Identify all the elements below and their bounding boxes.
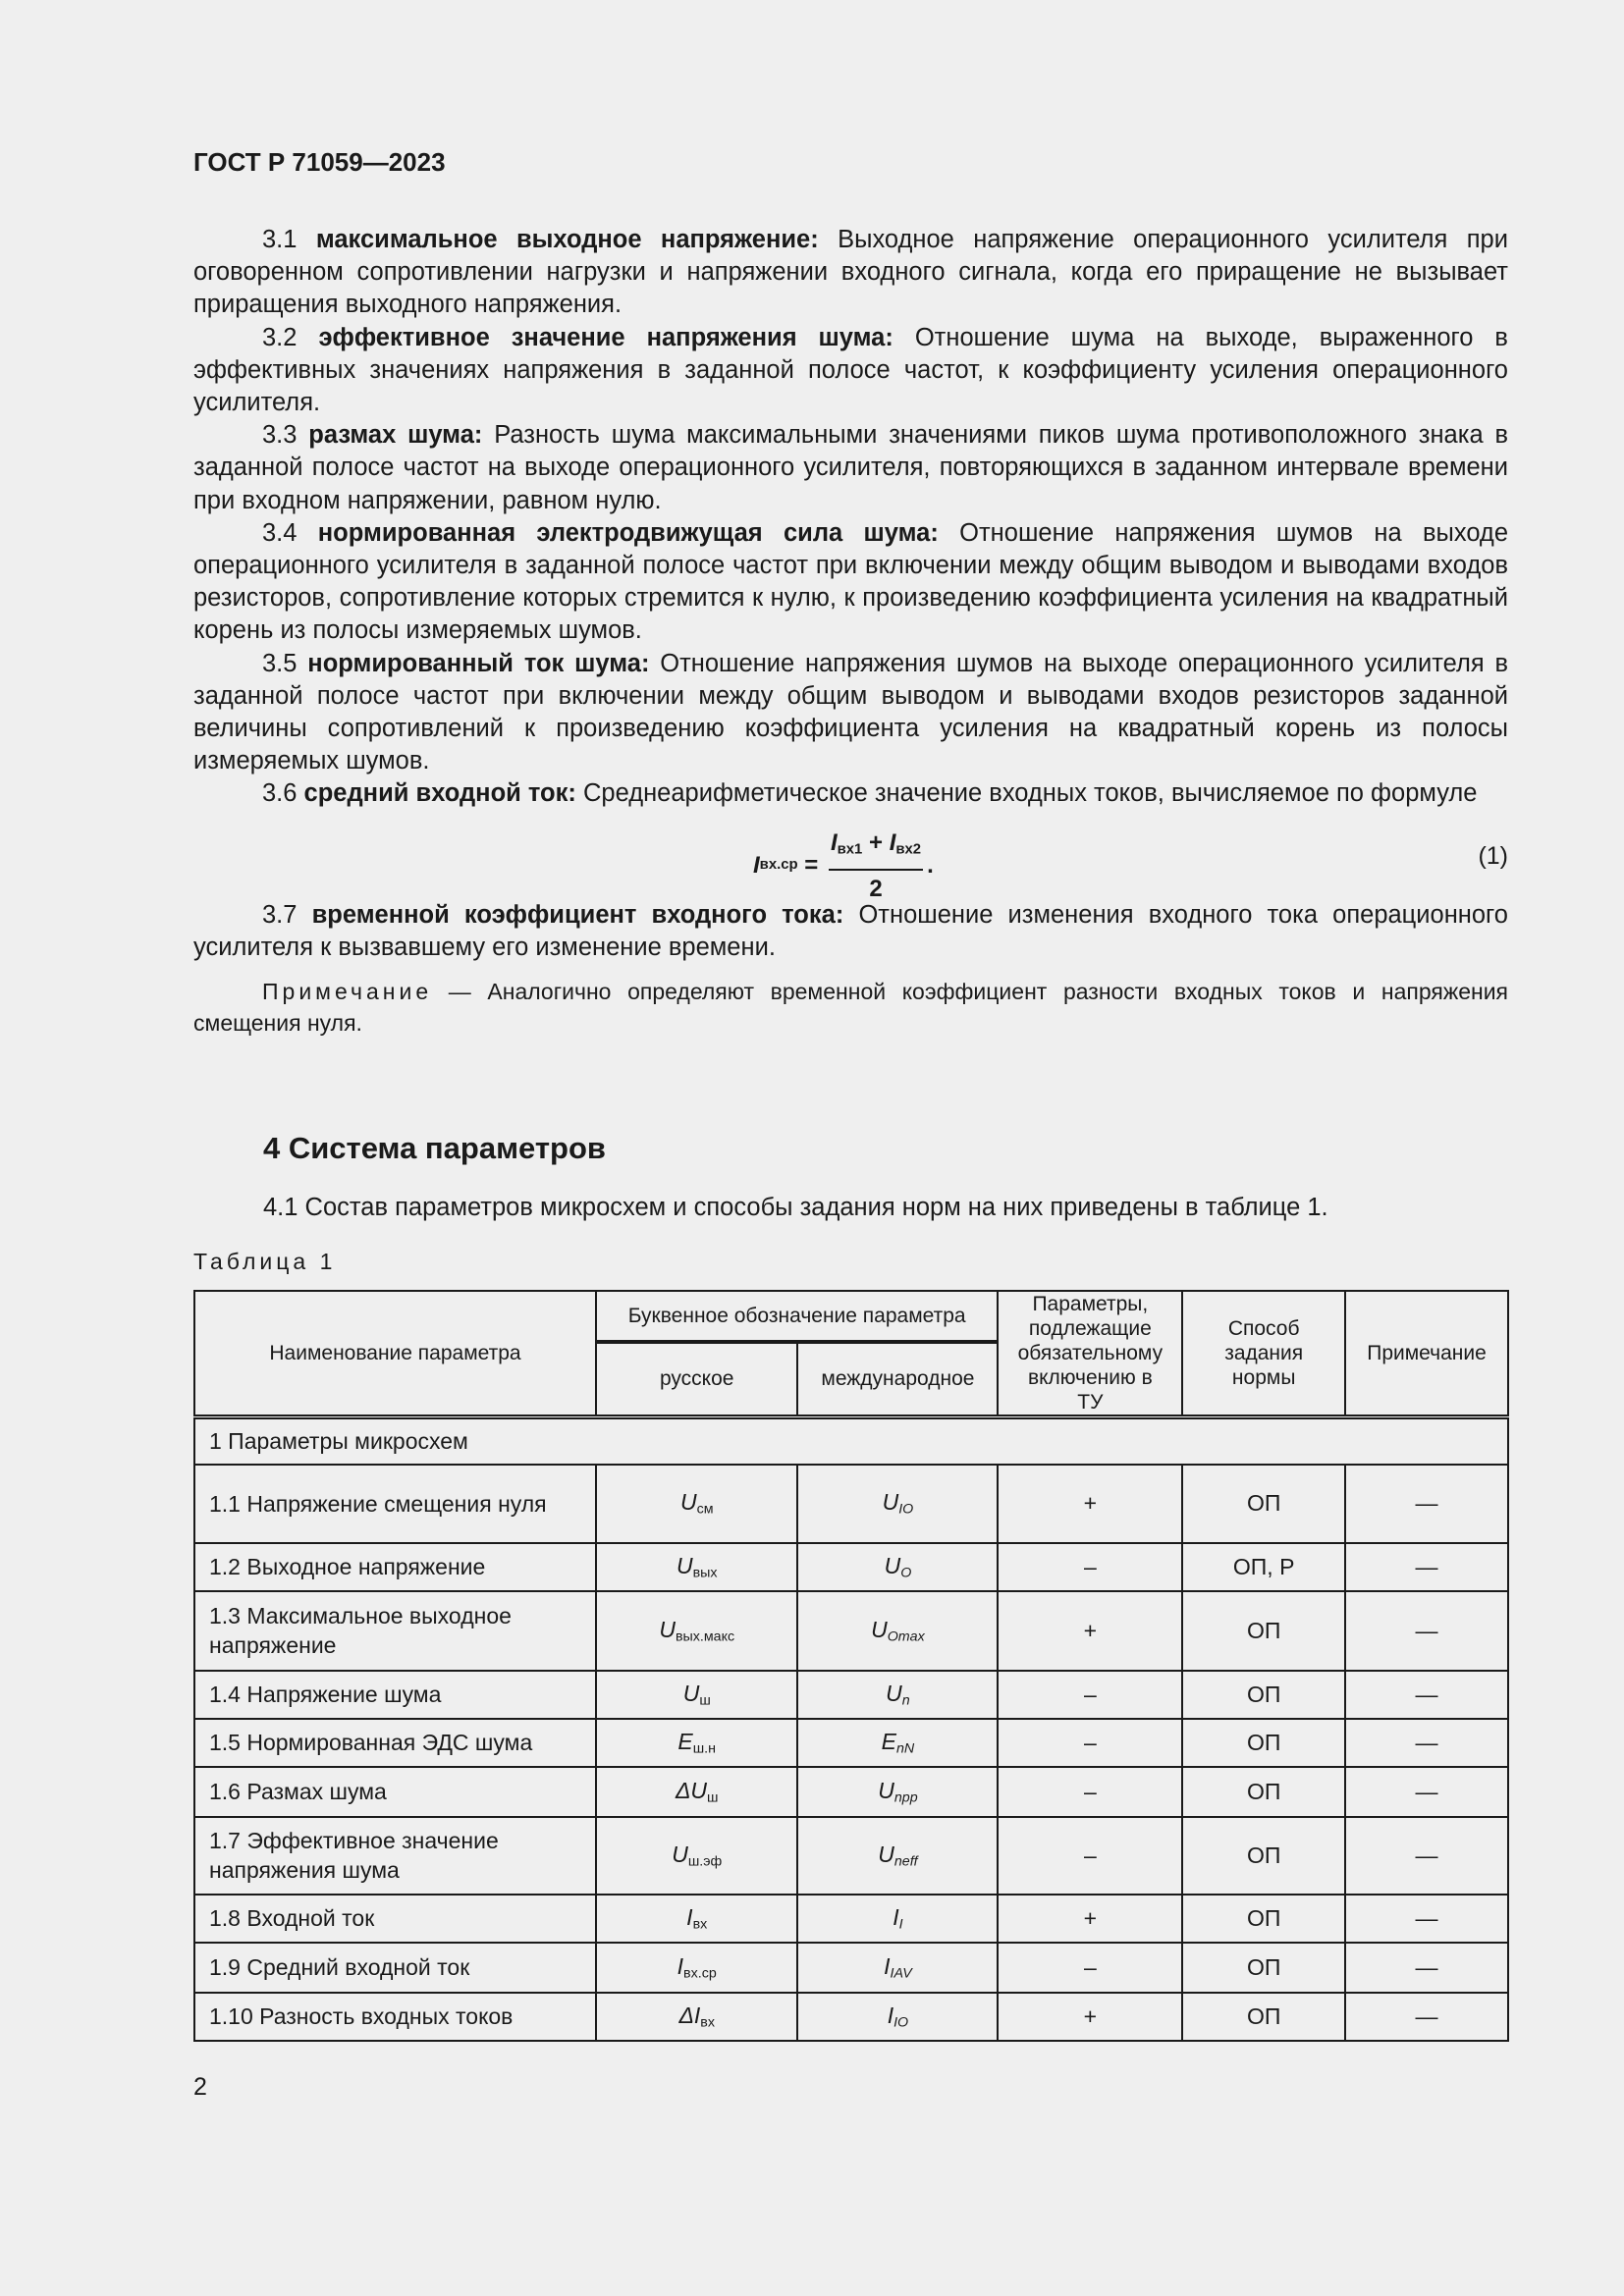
document-header: ГОСТ Р 71059—2023 — [193, 147, 446, 177]
header-note: Примечание — [1345, 1291, 1508, 1417]
row-note: — — [1345, 1591, 1508, 1671]
symbol-ru — [596, 1993, 798, 2041]
symbol-sub: ш — [707, 1789, 719, 1806]
table-row — [194, 1767, 1508, 1817]
definition-term: временной коэффициент входного тока: — [311, 900, 844, 929]
formula-lhs: I — [753, 852, 760, 880]
table-row — [194, 1993, 1508, 2041]
definition-text: Выходное напряжение операционного усилителя при оговоренном сопротивлении нагрузки и напряжении входного сигнала, когда его приращение не вызывает приращения выходного напряжения. — [193, 226, 1508, 319]
symbol-intl — [797, 1719, 998, 1767]
header-ru: русское — [596, 1342, 798, 1417]
norm-method: ОП — [1182, 1943, 1345, 1993]
definition-text: Отношение изменения входного тока операционного усилителя к вызвавшему его изменение времени. — [193, 900, 1508, 961]
definition-term: размах шума: — [308, 421, 483, 450]
symbol-sub: nN — [895, 1740, 915, 1757]
definition-number: 3.4 — [262, 518, 298, 547]
param-name: 1.8 Входной ток — [194, 1895, 596, 1943]
formula-part: I — [889, 828, 896, 856]
mandatory-mark: + — [998, 1591, 1182, 1671]
symbol-main: E — [677, 1728, 693, 1754]
row-note: — — [1345, 1943, 1508, 1993]
param-name: 1.6 Размах шума — [194, 1767, 596, 1817]
symbol-main: U — [871, 1616, 888, 1642]
definition-term: эффективное значение напряжения шума: — [318, 323, 893, 351]
symbol-ru — [596, 1591, 798, 1671]
symbol-sub: вх — [692, 1916, 708, 1933]
symbol-sub: ш.эф — [687, 1853, 723, 1870]
mandatory-mark: – — [998, 1767, 1182, 1817]
mandatory-mark: + — [998, 1993, 1182, 2041]
table-row — [194, 1543, 1508, 1591]
norm-method: ОП — [1182, 1817, 1345, 1895]
symbol-sub: вх — [700, 2014, 715, 2031]
definition-term: максимальное выходное напряжение: — [315, 226, 819, 253]
symbol-sub: см — [696, 1501, 714, 1518]
symbol-intl — [797, 1767, 998, 1817]
row-note: — — [1345, 1543, 1508, 1591]
mandatory-mark: – — [998, 1543, 1182, 1591]
formula-part: вх2 — [895, 841, 922, 858]
mandatory-mark: – — [998, 1817, 1182, 1895]
symbol-main: E — [881, 1728, 896, 1754]
definition-number: 3.6 — [262, 779, 298, 808]
param-name: 1.5 Нормированная ЭДС шума — [194, 1719, 596, 1767]
symbol-sub: IO — [898, 1501, 914, 1518]
symbol-ru — [596, 1817, 798, 1895]
table-caption: Таблица 1 — [193, 1249, 337, 1274]
symbol-main: U — [659, 1616, 676, 1642]
definition-3.5 — [193, 648, 1508, 778]
definition-number: 3.2 — [262, 323, 298, 351]
definition-3.3 — [193, 419, 1508, 517]
definition-3.2 — [193, 322, 1508, 420]
definition-text: Разность шума максимальными значениями пиков шума противоположного знака в заданной полосе частот на выходе операционного усилителя, повторяющихся в заданном интервале времени при входном напряжении, равном нулю. — [193, 421, 1508, 514]
symbol-main: U — [878, 1841, 894, 1867]
table-row — [194, 1465, 1508, 1543]
symbol-ru — [596, 1543, 798, 1591]
symbol-sub: npp — [893, 1789, 918, 1806]
symbol-main: I — [686, 1903, 693, 1930]
symbol-sub: Omax — [887, 1629, 925, 1645]
formula-fraction — [829, 827, 923, 905]
row-note: — — [1345, 1895, 1508, 1943]
note-text: Аналогично определяют временной коэффициент разности входных токов и напряжения смещения нуля. — [193, 979, 1508, 1037]
symbol-ru — [596, 1895, 798, 1943]
symbol-sub: вых.макс — [675, 1629, 735, 1645]
symbol-main: ΔU — [675, 1777, 708, 1803]
param-name: 1.4 Напряжение шума — [194, 1671, 596, 1719]
formula-1 — [193, 821, 1508, 902]
definition-number: 3.5 — [262, 649, 298, 677]
formula-part — [829, 827, 923, 871]
symbol-ru — [596, 1943, 798, 1993]
symbol-main: I — [677, 1952, 684, 1979]
row-note: — — [1345, 1817, 1508, 1895]
header-symbol: Буквенное обозначение параметра — [596, 1291, 998, 1342]
definition-3.6 — [193, 777, 1508, 810]
symbol-main: I — [893, 1903, 899, 1930]
symbol-main: U — [679, 1489, 697, 1516]
header-intl: международное — [797, 1342, 998, 1417]
symbol-intl — [797, 1543, 998, 1591]
norm-method: ОП — [1182, 1767, 1345, 1817]
symbol-main: U — [676, 1552, 693, 1578]
formula-part: I — [830, 828, 838, 856]
parameters-table — [193, 1290, 1509, 2042]
note-dash: — — [448, 979, 471, 1005]
param-name: 1.9 Средний входной ток — [194, 1943, 596, 1993]
formula-part: = — [804, 852, 819, 880]
header-name: Наименование параметра — [194, 1291, 596, 1417]
symbol-main: U — [884, 1552, 901, 1578]
symbol-intl — [797, 1993, 998, 2041]
norm-method: ОП — [1182, 1465, 1345, 1543]
norm-method: ОП — [1182, 1719, 1345, 1767]
norm-method: ОП — [1182, 1895, 1345, 1943]
param-name: 1.10 Разность входных токов — [194, 1993, 596, 2041]
definitions — [193, 224, 1508, 1039]
table-row — [194, 1895, 1508, 1943]
mandatory-mark: + — [998, 1895, 1182, 1943]
row-note: — — [1345, 1767, 1508, 1817]
section-title: 4 Система параметров — [263, 1131, 606, 1165]
param-name: 1.1 Напряжение смещения нуля — [194, 1465, 596, 1543]
table-row — [194, 1943, 1508, 1993]
row-note: — — [1345, 1719, 1508, 1767]
symbol-sub: IAV — [890, 1965, 912, 1982]
param-name: 1.7 Эффективное значение напряжения шума — [194, 1817, 596, 1895]
symbol-intl — [797, 1895, 998, 1943]
symbol-main: U — [682, 1680, 700, 1706]
page-number: 2 — [193, 2073, 207, 2101]
symbol-ru — [596, 1671, 798, 1719]
formula-part: + — [869, 828, 884, 856]
symbol-intl — [797, 1943, 998, 1993]
formula-part: вх1 — [837, 841, 863, 858]
symbol-sub: I — [898, 1916, 903, 1933]
symbol-ru — [596, 1767, 798, 1817]
definition-number: 3.3 — [262, 421, 298, 450]
symbol-main: U — [878, 1777, 894, 1803]
definition-text: Отношение напряжения шумов на выходе операционного усилителя в заданной полосе частот при включении между общим выводом и выводами входов резисторов, сопротивление которых стремится к нулю, к произведению коэффициента усиления на квадратный корень из полосы измеряемых шумов. — [193, 518, 1508, 645]
mandatory-mark: – — [998, 1943, 1182, 1993]
definition-term: нормированная электродвижущая сила шума: — [317, 518, 939, 547]
formula-part: вх.ср — [759, 857, 798, 874]
note — [193, 976, 1508, 1039]
definition-3.1 — [193, 224, 1508, 322]
mandatory-mark: – — [998, 1671, 1182, 1719]
definition-3.4 — [193, 517, 1508, 648]
symbol-sub: вх.ср — [683, 1965, 717, 1982]
symbol-main: U — [882, 1489, 899, 1516]
row-note: — — [1345, 1671, 1508, 1719]
symbol-sub: ш.н — [692, 1740, 717, 1757]
row-note: — — [1345, 1465, 1508, 1543]
symbol-sub: IO — [893, 2014, 909, 2031]
symbol-main: U — [672, 1841, 688, 1867]
symbol-intl — [797, 1817, 998, 1895]
symbol-main: ΔI — [678, 2002, 701, 2028]
definition-term: нормированный ток шума: — [307, 649, 650, 677]
definition-3.7 — [193, 899, 1508, 964]
row-note: — — [1345, 1993, 1508, 2041]
symbol-ru — [596, 1465, 798, 1543]
norm-method: ОП — [1182, 1591, 1345, 1671]
symbol-sub: ш — [699, 1692, 711, 1709]
note-label: Примечание — [262, 979, 433, 1005]
symbol-intl — [797, 1671, 998, 1719]
definition-number: 3.7 — [262, 900, 298, 929]
section-paragraph: 4.1 Состав параметров микросхем и способы задания норм на них приведены в таблице 1. — [263, 1194, 1328, 1221]
header-mandatory: Параметры, подлежащие обязательному включению в ТУ — [998, 1291, 1182, 1417]
mandatory-mark: – — [998, 1719, 1182, 1767]
symbol-main: U — [886, 1680, 902, 1706]
symbol-main: I — [887, 2002, 894, 2028]
table-row — [194, 1591, 1508, 1671]
table-row — [194, 1671, 1508, 1719]
table-row — [194, 1817, 1508, 1895]
param-name: 1.2 Выходное напряжение — [194, 1543, 596, 1591]
formula-part: . — [927, 852, 934, 880]
definition-number: 3.1 — [262, 226, 298, 253]
symbol-ru — [596, 1719, 798, 1767]
param-name: 1.3 Максимальное выходное напряжение — [194, 1591, 596, 1671]
symbol-sub: n — [901, 1692, 910, 1709]
definition-term: средний входной ток: — [303, 779, 576, 808]
symbol-intl — [797, 1591, 998, 1671]
definition-text: Отношение шума на выходе, выраженного в эффективных значениях напряжения в заданной полосе частот, к коэффициенту усиления операционного усилителя. — [193, 323, 1508, 417]
formula-part: 2 — [869, 875, 883, 902]
formula-number: (1) — [1478, 841, 1508, 870]
norm-method: ОП, Р — [1182, 1543, 1345, 1591]
formula-part — [753, 827, 934, 905]
symbol-main: I — [884, 1952, 891, 1979]
table-row — [194, 1719, 1508, 1767]
definition-text: Среднеарифметическое значение входных токов, вычисляемое по формуле — [582, 779, 1478, 808]
definition-text: Отношение напряжения шумов на выходе операционного усилителя в заданной полосе частот при включении между общим выводом и выводами входов резисторов заданной величины сопротивлений к произведению коэффициента усиления на квадратный корень из полосы измеряемых шумов. — [193, 649, 1509, 775]
mandatory-mark: + — [998, 1465, 1182, 1543]
symbol-sub: O — [900, 1565, 912, 1581]
header-method: Способ задания нормы — [1182, 1291, 1345, 1417]
symbol-sub: neff — [893, 1853, 918, 1870]
symbol-sub: вых — [692, 1565, 718, 1581]
symbol-intl — [797, 1465, 998, 1543]
norm-method: ОП — [1182, 1993, 1345, 2041]
norm-method: ОП — [1182, 1671, 1345, 1719]
group-row: 1 Параметры микросхем — [194, 1417, 1508, 1465]
